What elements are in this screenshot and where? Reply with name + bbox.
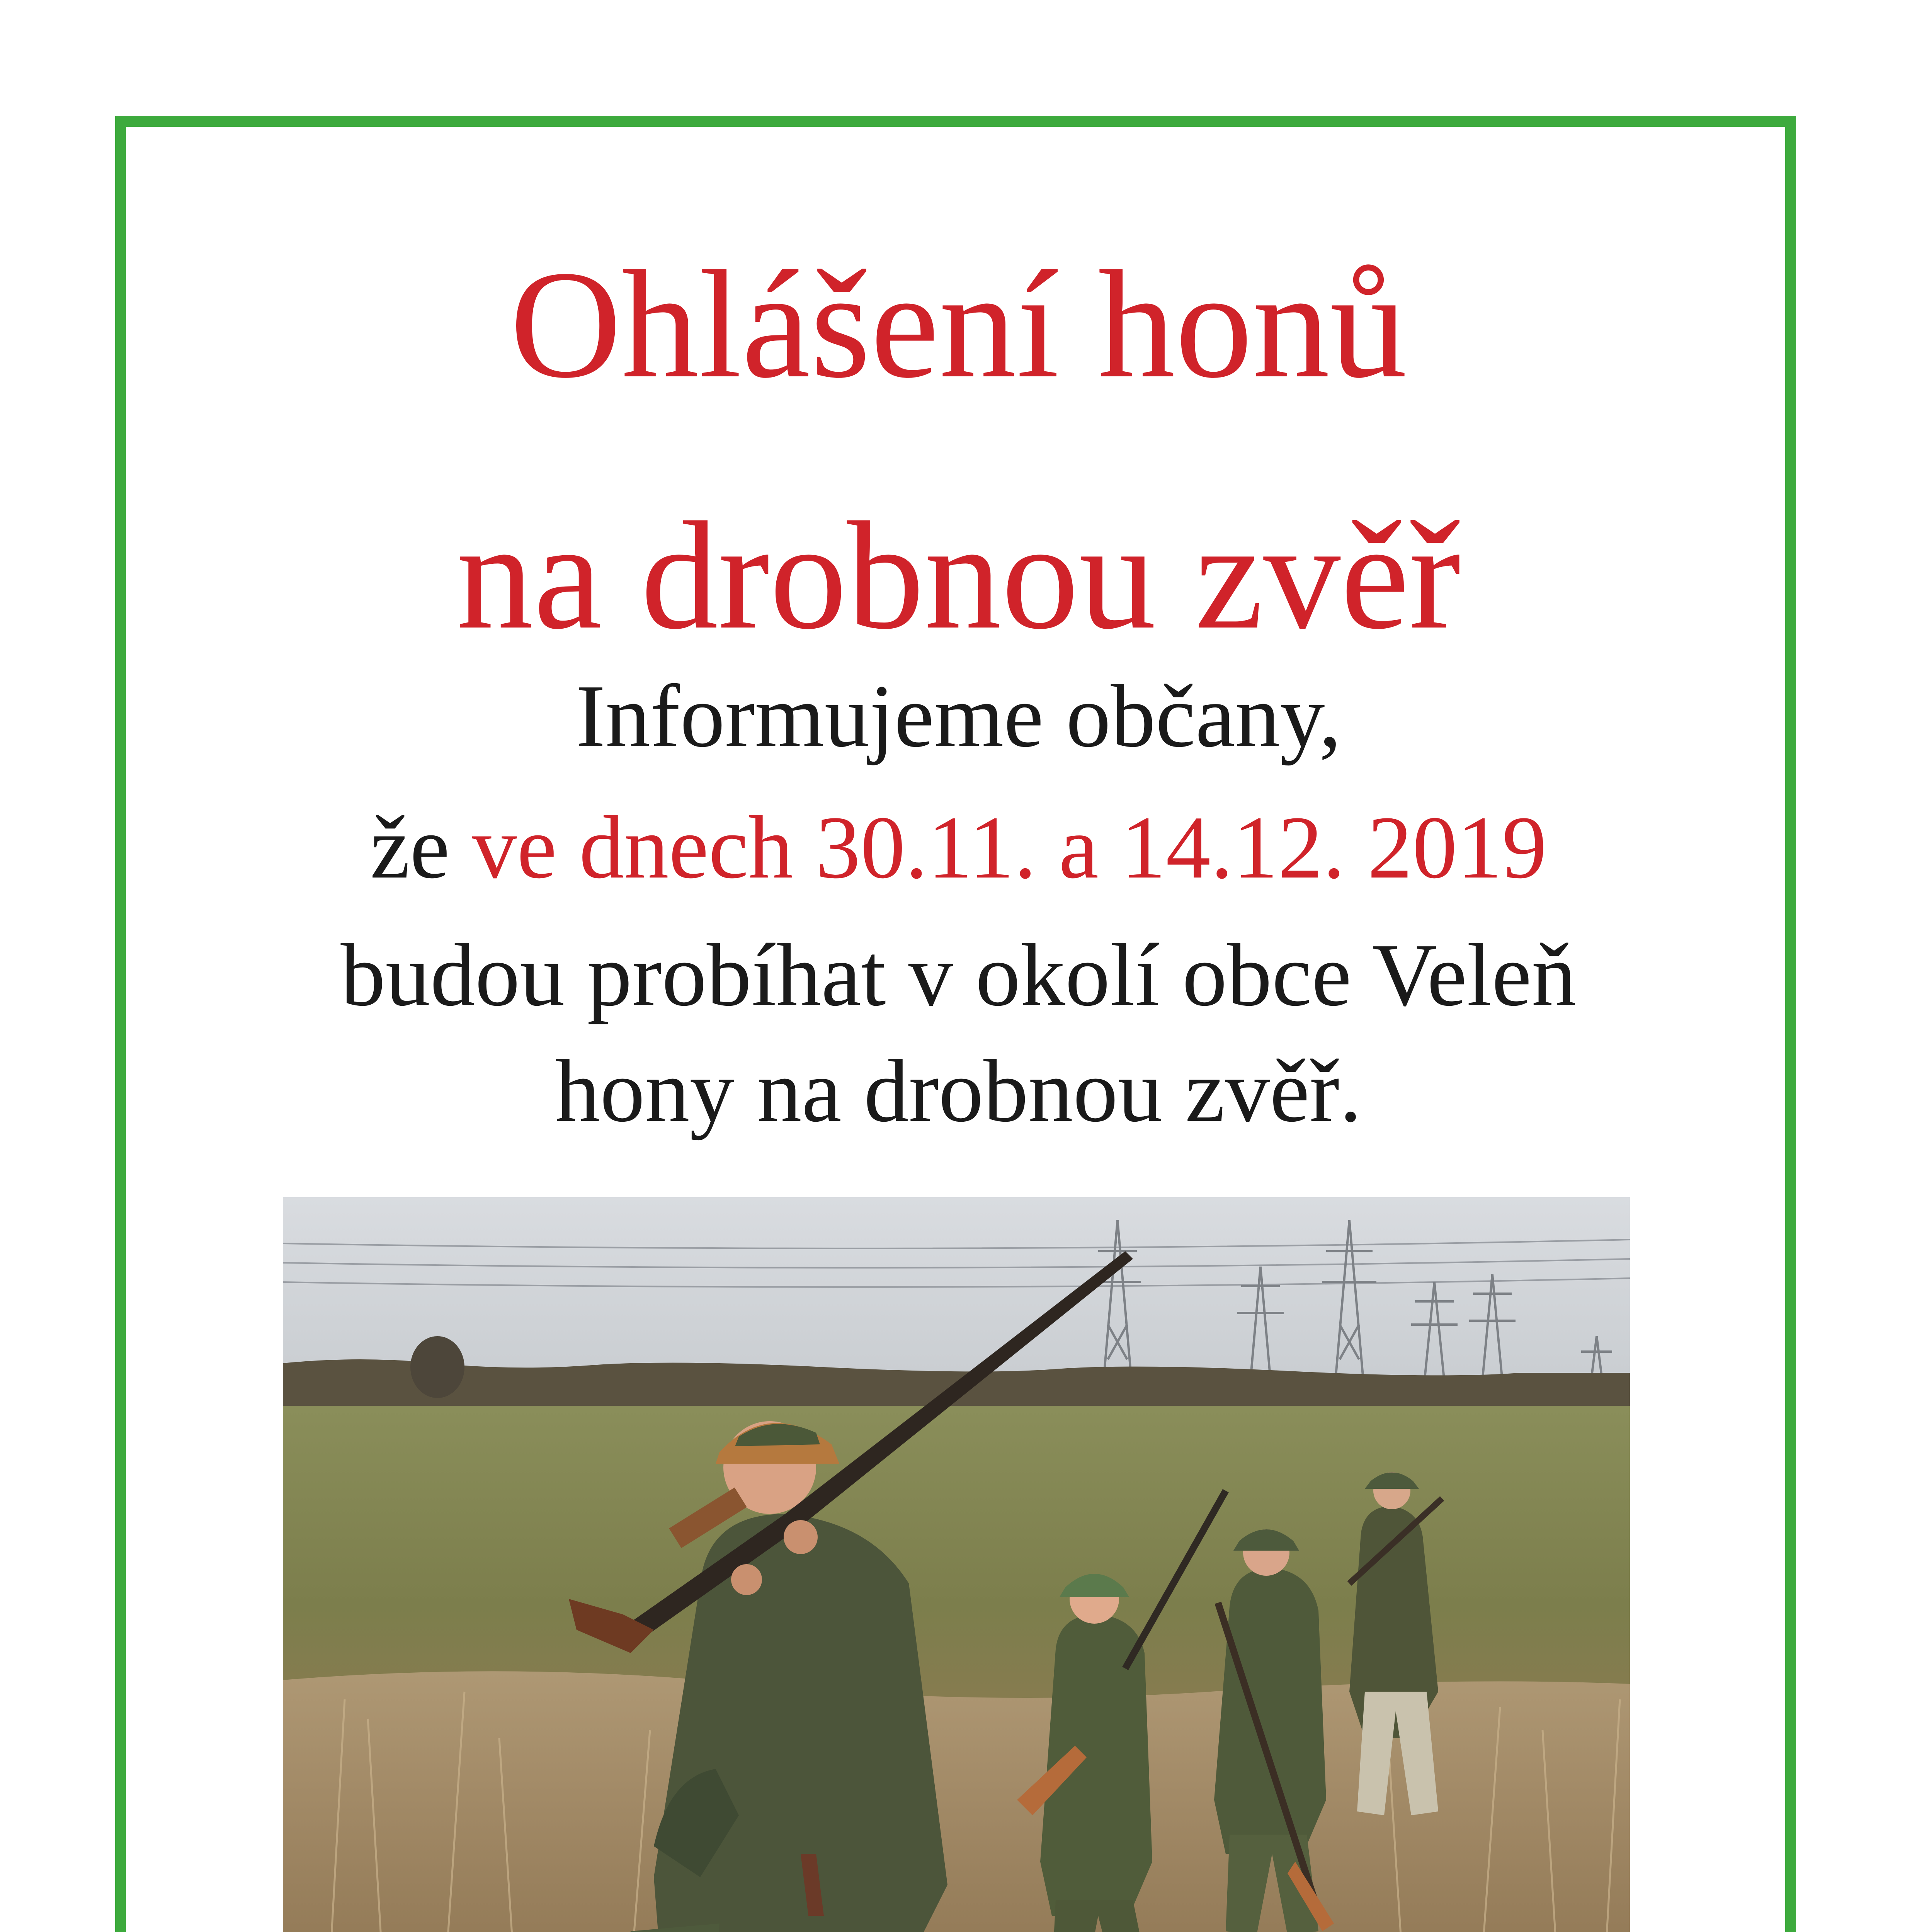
headline-line-1: Ohlášení honů — [510, 239, 1407, 410]
hunt-dates: ve dnech 30.11. a 14.12. 2019 — [472, 798, 1547, 897]
hunters-photo — [283, 1197, 1630, 1932]
hunt-type-line: hony na drobnou zvěř. — [555, 1041, 1362, 1141]
date-line-prefix: že — [370, 798, 450, 897]
headline-line-2: na drobnou zvěř — [456, 490, 1461, 661]
date-line — [0, 798, 1917, 897]
location-line: budou probíhat v okolí obce Veleň — [340, 925, 1577, 1025]
intro-line: Informujeme občany, — [575, 667, 1342, 766]
